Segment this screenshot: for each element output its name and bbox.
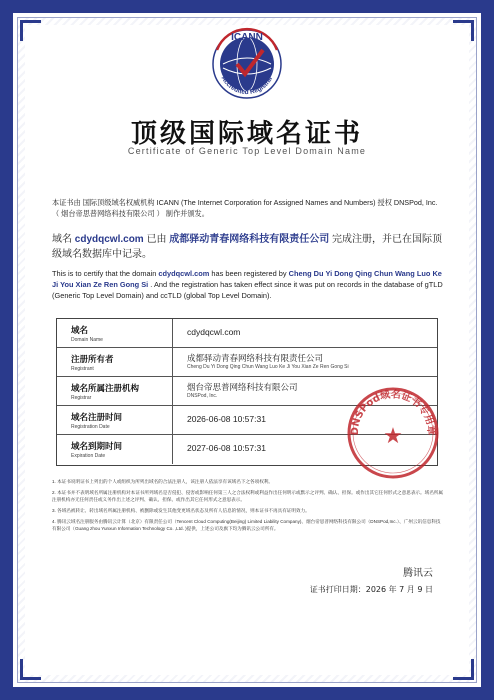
corner-ornament-bottom-right [453, 659, 474, 680]
star-icon: ★ [383, 424, 403, 449]
table-label-en: Domain Name [71, 337, 103, 343]
statement-zh-pre: 域名 [52, 234, 75, 245]
statement-zh [52, 232, 444, 262]
official-seal [345, 385, 441, 481]
table-value-sub: DNSPod, Inc. [187, 393, 218, 399]
table-row-domain [57, 319, 437, 348]
table-label-zh: 域名 [71, 326, 89, 336]
statement-zh-mid: 已由 [143, 234, 170, 245]
table-label-en: Registrar [71, 395, 92, 401]
table-label-cell [57, 377, 173, 405]
table-label-cell [57, 406, 173, 434]
note-item: 3. 各域名被转让、转出域名所属注册机构、被删除或发生其他变更域名状态及所有人信息的情况，则本证书不再具有证明效力。 [52, 508, 310, 513]
intro-paragraph: 本证书由 国际顶级域名权威机构 ICANN (The Internet Corporation for Assigned Names and Numbers) 授权 DNSPod, Inc. （ 烟台帝思普网络科技有限公司 ） 制作并颁发。 [52, 198, 438, 218]
statement-zh-domain: cdydqcwl.com [74, 234, 144, 245]
table-value-sub: Cheng Du Yi Dong Qing Chun Wang Luo Ke Ji You Xian Ze Ren Gong Si [187, 364, 349, 370]
certificate-title: 顶级国际域名证书 [130, 119, 363, 149]
table-label-cell [57, 435, 173, 464]
statement-en-post: . And the registration has taken effect since it was put on records in the database of gTLD (Generic Top Level Domain) and ccTLD (global Top Level Domain). [52, 280, 443, 300]
table-label-en: Registrant [71, 366, 94, 372]
table-label-zh: 注册所有者 [71, 355, 114, 365]
icann-logo [207, 22, 287, 104]
table-label-cell [57, 319, 173, 347]
table-value: 2027-06-08 10:57:31 [187, 443, 266, 453]
corner-ornament-bottom-left [20, 659, 41, 680]
seal-text: DNSPod域名证书专用章 [349, 389, 437, 436]
logo-ring-text: Accredited Registrar [219, 75, 275, 97]
certificate-subtitle: Certificate of Generic Top Level Domain Name [127, 146, 367, 156]
logo-brand: ICANN [231, 32, 263, 43]
table-label-zh: 域名注册时间 [71, 413, 123, 423]
corner-ornament-top-right [453, 20, 474, 41]
table-label-cell [57, 348, 173, 376]
table-label-zh: 域名到期时间 [71, 442, 123, 452]
table-label-en: Expiration Date [71, 453, 106, 459]
note-item: 4. 腾讯云域名注册服务由腾讯云计算（北京）有限责任公司（Tencent Cloud Computing(Beijing) Limited Liability Company)、烟台帝思普网络科技有限公司（DNSPod,Inc.）、广州云讯信息科技有限公司（Guang zhou Yunxun Information Technology Co. ,Ltd. )提供，上述公司及旗下均为腾讯云公司所有。 [52, 519, 441, 531]
statement-en-mid: has been registered by [209, 269, 289, 278]
statement-en-registrant: Cheng Du Yi Dong Qing Chun Wang Luo Ke Ji You Xian Ze Ren Gong Si [52, 269, 442, 289]
statement-zh-post: 完成注册，并已在国际顶级域名数据库中记录。 [52, 234, 443, 260]
terms-notes [52, 478, 444, 536]
issuer-name: 腾讯云 [403, 568, 433, 579]
print-date: 证书打印日期：2026 年 7 月 9 日 [309, 585, 433, 594]
note-item: 1. 本证书说明证书上列出的个人或组织为所列出域名的合法注册人，该注册人依法享有该域名下之各项权利。 [52, 479, 274, 484]
table-value: 成都驿动青春网络科技有限责任公司 [187, 353, 324, 363]
table-row-registrant [57, 348, 437, 377]
table-label-zh: 域名所属注册机构 [71, 384, 140, 394]
table-value: 2026-06-08 10:57:31 [187, 414, 266, 424]
table-value: 烟台帝思普网络科技有限公司 [187, 382, 298, 392]
statement-en-domain: cdydqcwl.com [158, 269, 210, 278]
statement-en-pre: This is to certify that the domain [52, 269, 159, 278]
statement-zh-registrant: 成都驿动青春网络科技有限责任公司 [169, 234, 330, 245]
corner-ornament-top-left [20, 20, 41, 41]
table-label-en: Registration Date [71, 424, 110, 430]
note-item: 2. 本证书并不表明域名所属注册机构对本证书所列域名是否侵犯、侵害或影响任何第三人之合法权利或利益作出任何明示或默示之评判、确认、担保。或作出其它任何形式之意思表示。域名所属注册机构亦无任何责任或义务作出上述之评判、确认、担保、或作出其它任何形式之意思表示。 [52, 490, 443, 502]
statement-en [52, 268, 444, 301]
table-value: cdydqcwl.com [187, 327, 241, 337]
